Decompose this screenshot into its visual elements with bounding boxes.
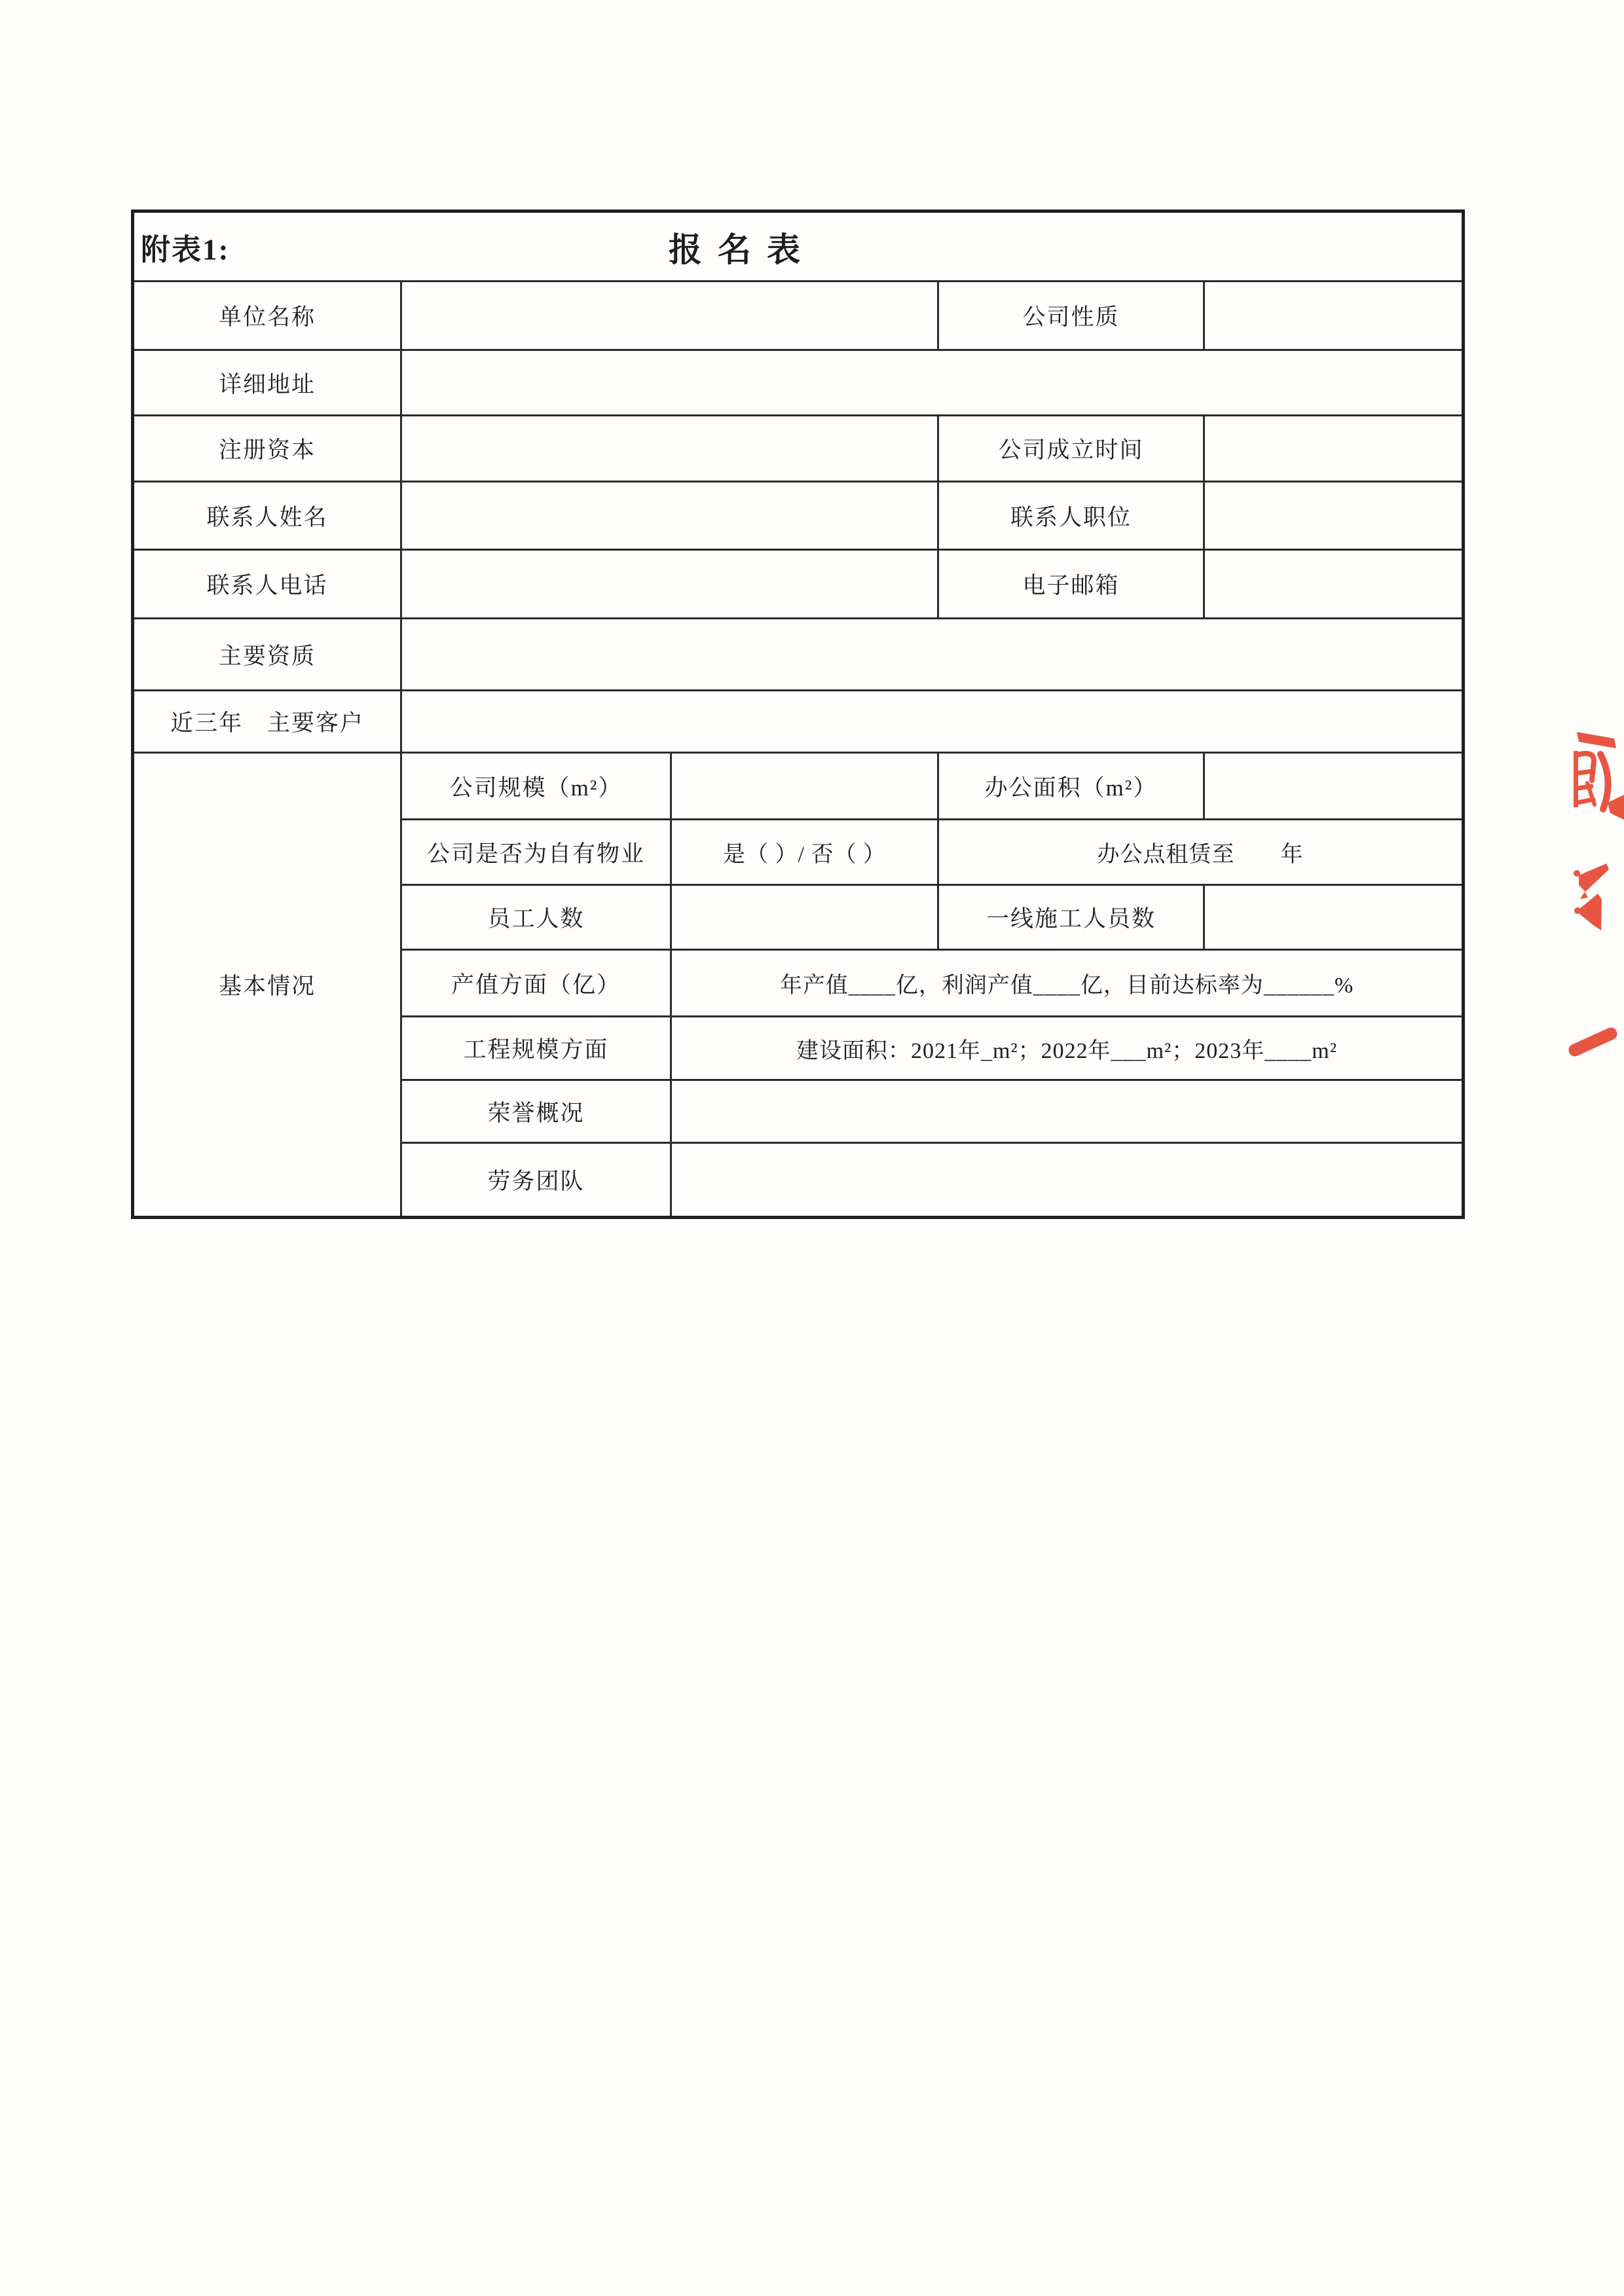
field-contact-position xyxy=(1204,482,1464,550)
seal-stroke-shapes xyxy=(1575,754,1611,1050)
field-company-scale xyxy=(671,753,938,820)
form-title: 报名表 xyxy=(668,232,817,269)
seal-fill-shapes xyxy=(1574,732,1624,930)
label-company-scale: 公司规模（m²） xyxy=(401,753,671,820)
label-honors: 荣誉概况 xyxy=(401,1080,671,1143)
field-registered-capital xyxy=(401,416,938,482)
field-contact-phone xyxy=(401,550,938,619)
field-office-area xyxy=(1204,753,1464,820)
field-project-scale: 建设面积：2021年_m²；2022年___m²；2023年____m² xyxy=(671,1017,1464,1080)
label-qualifications: 主要资质 xyxy=(133,619,401,691)
field-staff-count xyxy=(671,885,938,950)
label-labor-team: 劳务团队 xyxy=(401,1143,671,1218)
label-project-scale: 工程规模方面 xyxy=(401,1017,671,1080)
field-output-value: 年产值____亿，利润产值____亿，目前达标率为______% xyxy=(671,950,1464,1017)
label-email: 电子邮箱 xyxy=(938,550,1204,619)
field-lease-until: 办公点租赁至 年 xyxy=(938,820,1464,885)
field-address xyxy=(401,350,1464,416)
label-recent-customers: 近三年 主要客户 xyxy=(133,691,401,753)
label-established-time: 公司成立时间 xyxy=(938,416,1204,482)
field-unit-name xyxy=(401,282,938,350)
label-contact-position: 联系人职位 xyxy=(938,482,1204,550)
form-title-row xyxy=(133,211,1464,282)
label-output-value: 产值方面（亿） xyxy=(401,950,671,1017)
label-contact-phone: 联系人电话 xyxy=(133,550,401,619)
field-qualifications xyxy=(401,619,1464,691)
label-basic-info: 基本情况 xyxy=(133,753,401,1218)
label-contact-name: 联系人姓名 xyxy=(133,482,401,550)
registration-form-table xyxy=(131,210,1465,1219)
label-own-property: 公司是否为自有物业 xyxy=(401,820,671,885)
red-seal-stamp xyxy=(1568,720,1624,1061)
label-address: 详细地址 xyxy=(133,350,401,416)
attachment-label: 附表1: xyxy=(141,233,230,266)
label-staff-count: 员工人数 xyxy=(401,885,671,950)
field-recent-customers xyxy=(401,691,1464,753)
field-frontline-count xyxy=(1204,885,1464,950)
field-email xyxy=(1204,550,1464,619)
field-company-nature xyxy=(1204,282,1464,350)
field-labor-team xyxy=(671,1143,1464,1218)
label-unit-name: 单位名称 xyxy=(133,282,401,350)
field-own-property-yes-no: 是（ ）/ 否（ ） xyxy=(671,820,938,885)
field-honors xyxy=(671,1080,1464,1143)
field-established-time xyxy=(1204,416,1464,482)
label-company-nature: 公司性质 xyxy=(938,282,1204,350)
field-contact-name xyxy=(401,482,938,550)
label-office-area: 办公面积（m²） xyxy=(938,753,1204,820)
label-frontline-count: 一线施工人员数 xyxy=(938,885,1204,950)
label-registered-capital: 注册资本 xyxy=(133,416,401,482)
